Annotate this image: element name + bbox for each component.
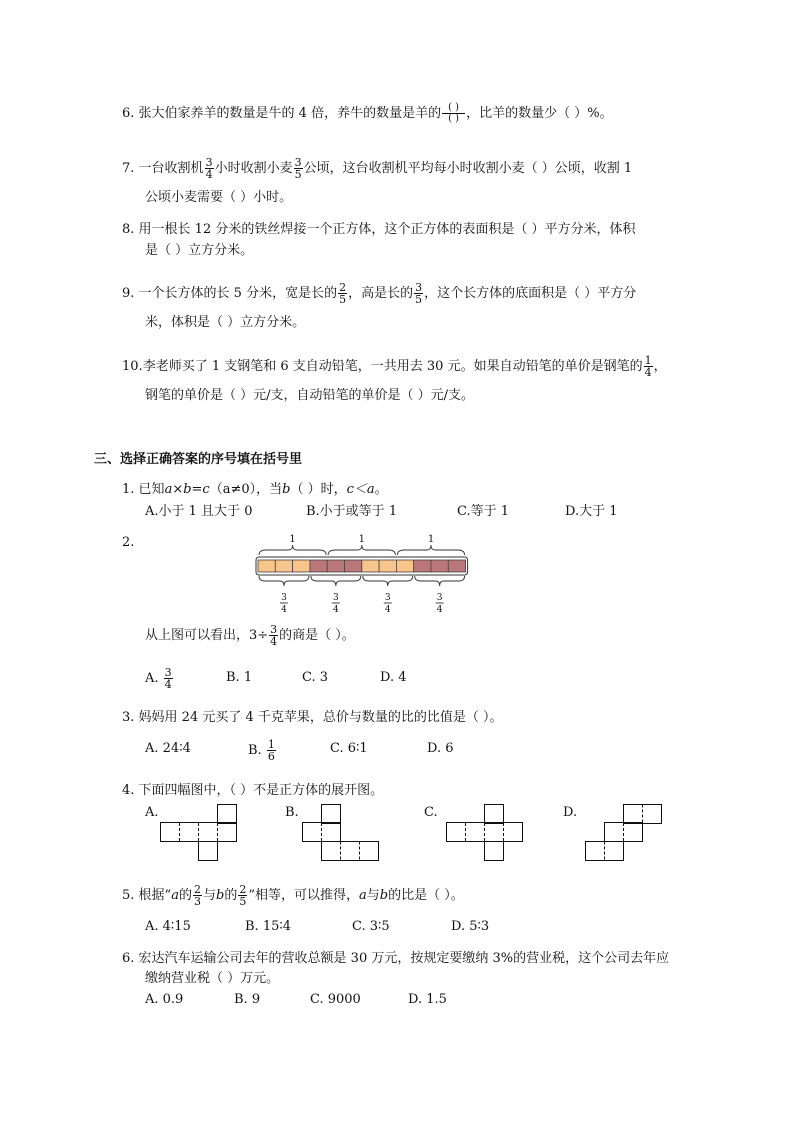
option-b[interactable]: B. $\frac{1}{6}$ — [248, 738, 275, 763]
brace-label: 1 — [427, 534, 435, 545]
fraction: $\frac{3}{5}$ — [415, 281, 423, 306]
option-d[interactable]: D. 1.5 — [408, 992, 447, 1007]
question-number: 6. — [122, 106, 135, 121]
choice-q2-number: 2. — [122, 535, 135, 550]
brace-bottom — [311, 576, 361, 586]
section-title: 三、选择正确答案的序号填在括号里 — [94, 452, 303, 467]
bar-cell — [258, 560, 275, 572]
bar-cell — [362, 560, 379, 572]
option-a[interactable]: A. $\frac{3}{4}$ — [145, 666, 172, 691]
fill-q8: 8. 用一根长 12 分米的铁丝焊接一个正方体，这个正方体的表面积是（ ）平方分米，体积 — [122, 222, 636, 237]
option-b[interactable]: B. 1 — [226, 670, 253, 685]
option-a[interactable]: A. 4∶15 — [145, 919, 191, 934]
cube-net-c[interactable] — [446, 804, 524, 862]
brace-label: 1 — [358, 534, 365, 545]
bar-cell — [327, 560, 344, 572]
brace-top — [328, 545, 395, 555]
choice-q4: 4. 下面四幅图中，（ ）不是正方体的展开图。 — [122, 783, 384, 798]
choice-q5: 5. 根据“a的 $\frac{2}{3}$ 与b的 $\frac{2}{5}$ ”相等，可以推得，a与b的比是（ ）。 — [122, 883, 464, 908]
answer-fraction-blank[interactable]: $\frac{( )}{( )}$ — [442, 103, 465, 124]
brace-label: 1 — [289, 534, 296, 545]
part-label-numerator: 3 — [436, 593, 443, 603]
fraction: $\frac{2}{5}$ — [339, 281, 347, 306]
fill-q9-line2: 米，体积是（ ）立方分米。 — [145, 315, 306, 330]
option-d[interactable]: D. 4 — [380, 670, 407, 685]
net-label-a: A. — [145, 805, 159, 820]
option-c[interactable]: C. 6∶1 — [330, 741, 368, 756]
fill-q9: 9. 一个长方体的长 5 分米，宽是长的 $\frac{2}{5}$ ，高是长的 $\frac{3}{5}$ ，这个长方体的底面积是（ ）平方分 — [122, 281, 637, 306]
fill-q7-line2: 公顷小麦需要（ ）小时。 — [145, 190, 293, 205]
brace-top — [259, 545, 326, 555]
part-label-denominator: 4 — [332, 605, 339, 615]
option-d[interactable]: D.大于 1 — [565, 504, 618, 519]
part-label-numerator: 3 — [332, 593, 339, 603]
fill-q6 — [122, 103, 613, 124]
option-a[interactable]: A. 24∶4 — [145, 741, 191, 756]
option-b[interactable]: B. 15∶4 — [245, 919, 292, 934]
fill-q7: 7. 一台收割机 $\frac{3}{4}$ 小时收割小麦 $\frac{3}{5}$ 公顷，这台收割机平均每小时收割小麦（ ）公顷，收割 1 — [122, 156, 633, 181]
net-label-b: B. — [285, 805, 299, 820]
option-c[interactable]: C. 3∶5 — [352, 919, 390, 934]
bar-cell — [448, 560, 465, 572]
fraction: $\frac{3}{4}$ — [205, 156, 213, 181]
bar-cell — [310, 560, 327, 572]
option-a[interactable]: A.小于 1 且大于 0 — [145, 504, 253, 519]
part-label-numerator: 3 — [281, 593, 287, 603]
choice-q2-text: 从上图可以看出，3÷ $\frac{3}{4}$ 的商是（ ）。 — [145, 623, 355, 648]
option-d[interactable]: D. 6 — [427, 741, 454, 756]
bar-cell — [345, 560, 362, 572]
choice-q1: 1. 已知a×b=c（a≠0），当b（ ）时，c＜a。 — [122, 482, 388, 497]
brace-top — [397, 545, 464, 555]
part-label-denominator: 4 — [384, 605, 391, 615]
brace-bottom — [259, 576, 309, 586]
bar-cell — [293, 560, 310, 572]
net-label-c: C. — [424, 805, 438, 820]
option-b[interactable]: B. 9 — [234, 992, 261, 1007]
cube-net-b[interactable] — [302, 804, 380, 862]
brace-bottom — [363, 576, 413, 586]
fraction: $\frac{3}{5}$ — [294, 156, 302, 181]
option-c[interactable]: C. 9000 — [310, 992, 361, 1007]
fill-q10: 10.李老师买了 1 支钢笔和 6 支自动铅笔，一共用去 30 元。如果自动铅笔的单价是钢笔的 $\frac{1}{4}$ ， — [122, 354, 667, 379]
fraction: $\frac{1}{4}$ — [644, 354, 652, 379]
cube-net-a[interactable] — [160, 804, 240, 862]
bar-cell — [379, 560, 396, 572]
net-label-d: D. — [563, 805, 578, 820]
option-b[interactable]: B.小于或等于 1 — [306, 504, 398, 519]
fraction-bar-diagram — [250, 534, 480, 616]
option-a[interactable]: A. 0.9 — [145, 992, 184, 1007]
bar-cell — [275, 560, 292, 572]
choice-q6: 6. 宏达汽车运输公司去年的营收总额是 30 万元，按规定要缴纳 3%的营业税，这个公司去年应 — [122, 951, 670, 966]
cube-net-d[interactable] — [585, 804, 663, 862]
fill-q10-line2: 钢笔的单价是（ ）元/支，自动铅笔的单价是（ ）元/支。 — [145, 388, 475, 403]
part-label-numerator: 3 — [384, 593, 391, 603]
question-text: ，比羊的数量少（ ）%。 — [466, 106, 613, 121]
fraction: $\frac{3}{4}$ — [270, 623, 278, 648]
choice-q6-line2: 缴纳营业税（ ）万元。 — [145, 971, 280, 986]
fill-q8-line2: 是（ ）立方分米。 — [145, 243, 254, 258]
brace-bottom — [415, 576, 465, 586]
choice-q3: 3. 妈妈用 24 元买了 4 千克苹果，总价与数量的比的比值是（ ）。 — [122, 710, 503, 725]
bar-cell — [396, 560, 413, 572]
question-text: 张大伯家养羊的数量是牛的 4 倍，养牛的数量是羊的 — [138, 106, 442, 121]
option-c[interactable]: C. 3 — [302, 670, 329, 685]
option-c[interactable]: C.等于 1 — [457, 504, 510, 519]
option-d[interactable]: D. 5∶3 — [451, 919, 490, 934]
part-label-denominator: 4 — [436, 605, 443, 615]
part-label-denominator: 4 — [281, 605, 287, 615]
bar-cell — [414, 560, 431, 572]
bar-cell — [431, 560, 448, 572]
